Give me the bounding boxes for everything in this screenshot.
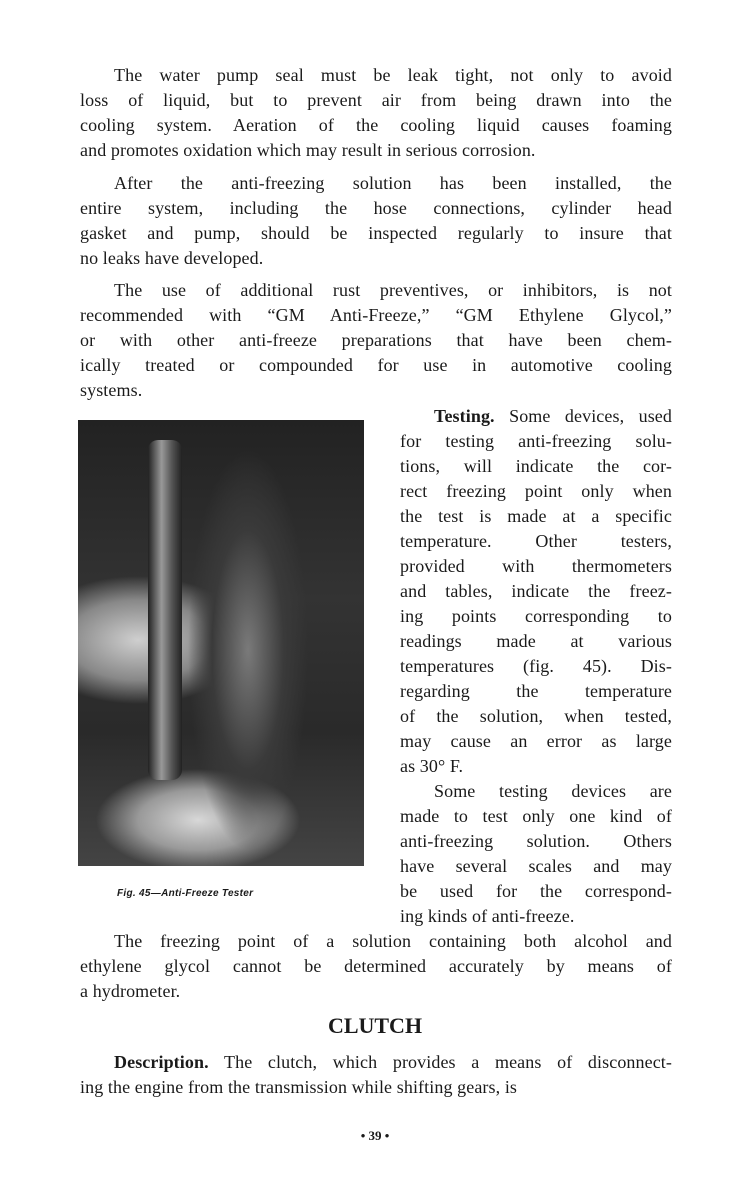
text-line: ing kinds of anti-freeze. — [400, 906, 575, 926]
text-line: anti-freezing solution. Others — [400, 831, 672, 851]
text-line: After the anti-freezing solution has been installed, the — [114, 173, 672, 193]
page-number: • 39 • — [360, 1128, 390, 1143]
text-line: and promotes oxidation which may result in serious corrosion. — [80, 140, 536, 160]
text-line: for testing anti-freezing solu- — [400, 431, 672, 451]
text-line: made to test only one kind of — [400, 806, 672, 826]
text-line: provided with thermometers — [400, 556, 672, 576]
text-line: The freezing point of a solution containing both alcohol and — [114, 931, 672, 951]
text-line — [80, 1050, 672, 1075]
text-run: Some devices, used — [494, 406, 672, 426]
text-line: have several scales and may — [400, 856, 672, 876]
text-line: The use of additional rust preventives, or inhibitors, is not — [114, 280, 672, 300]
section-heading: CLUTCH — [327, 1013, 423, 1038]
text-line: systems. — [80, 380, 143, 400]
text-line: or with other anti-freeze preparations that have been chem- — [80, 330, 672, 350]
paragraph-rust-preventives — [80, 278, 672, 403]
text-run: The clutch, which provides a means of disconnect- — [208, 1052, 672, 1072]
text-line: The water pump seal must be leak tight, not only to avoid — [114, 65, 672, 85]
text-line: no leaks have developed. — [80, 248, 264, 268]
text-line: be used for the correspond- — [400, 881, 672, 901]
paragraph-freezing-point — [80, 929, 672, 1004]
text-line: ethylene glycol cannot be determined accurately by means of — [80, 956, 672, 976]
text-line: ically treated or compounded for use in automotive cooling — [80, 355, 672, 375]
text-line: temperatures (fig. 45). Dis- — [400, 656, 672, 676]
text-line: ing the engine from the transmission while shifting gears, is — [80, 1077, 518, 1097]
paragraph-testing-devices — [400, 779, 672, 929]
text-line: may cause an error as large — [400, 731, 672, 751]
text-line: readings made at various — [400, 631, 672, 651]
text-line: and tables, indicate the freez- — [400, 581, 672, 601]
text-line: recommended with “GM Anti-Freeze,” “GM Ethylene Glycol,” — [80, 305, 672, 325]
text-line: the test is made at a specific — [400, 506, 672, 526]
paragraph-clutch-description — [80, 1050, 672, 1100]
text-line: tions, will indicate the cor- — [400, 456, 672, 476]
run-in-heading: Testing. — [434, 406, 495, 426]
text-line: entire system, including the hose connections, cylinder head — [80, 198, 672, 218]
text-line: Some testing devices are — [434, 781, 672, 801]
text-line: loss of liquid, but to prevent air from being drawn into the — [80, 90, 672, 110]
text-line: of the solution, when tested, — [400, 706, 672, 726]
text-line: gasket and pump, should be inspected regularly to insure that — [80, 223, 672, 243]
figure-caption: Fig. 45—Anti-Freeze Tester — [117, 888, 254, 899]
paragraph-testing — [400, 404, 672, 779]
run-in-heading: Description. — [114, 1052, 209, 1072]
text-line: a hydrometer. — [80, 981, 181, 1001]
text-line: rect freezing point only when — [400, 481, 672, 501]
text-line — [400, 404, 672, 429]
text-line: temperature. Other testers, — [400, 531, 672, 551]
text-line: ing points corresponding to — [400, 606, 672, 626]
paragraph-inspection — [80, 171, 672, 271]
anti-freeze-tester-photo — [78, 420, 364, 866]
text-line: cooling system. Aeration of the cooling liquid causes foaming — [80, 115, 672, 135]
text-line: as 30° F. — [400, 756, 464, 776]
hydrometer-tube — [148, 440, 182, 780]
text-line: regarding the temperature — [400, 681, 672, 701]
paragraph-water-pump — [80, 63, 672, 163]
